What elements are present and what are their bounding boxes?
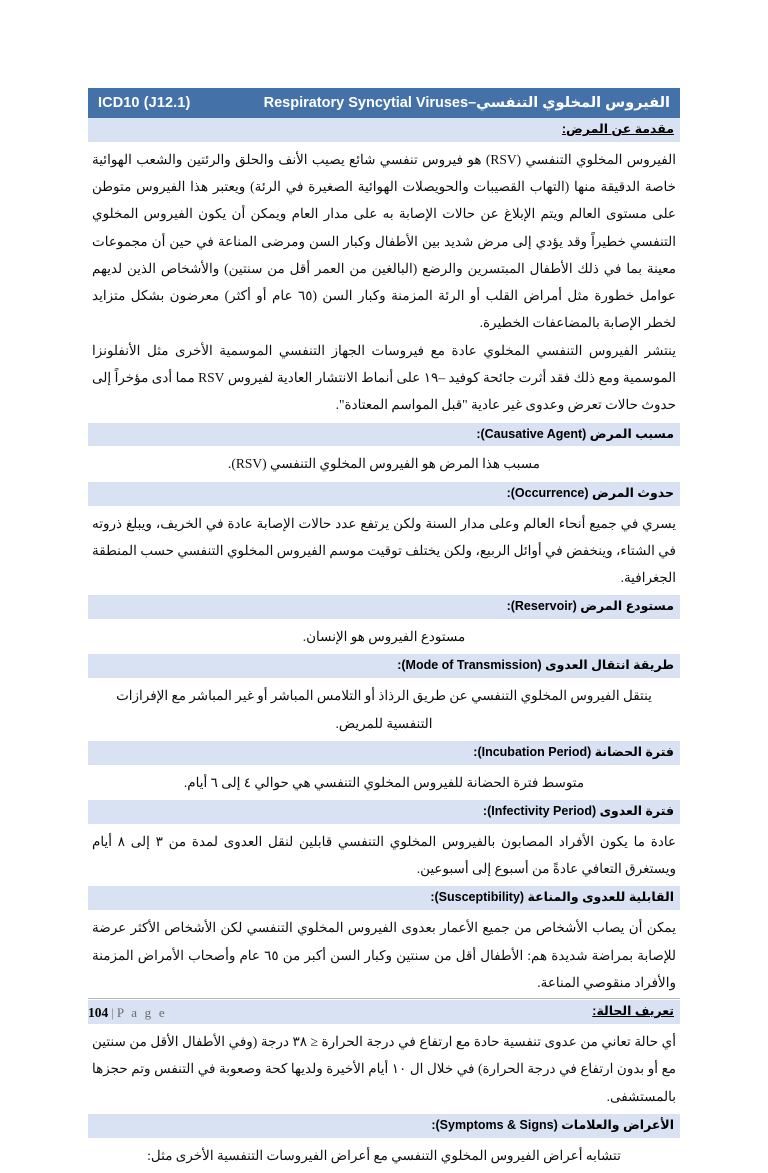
- disease-title-banner: [88, 88, 680, 118]
- section-heading-occurrence: حدوث المرض (Occurrence):: [88, 482, 680, 506]
- paragraph: متوسط فترة الحضانة للفيروس المخلوي التنفسي هي حوالي ٤ إلى ٦ أيام.: [183, 774, 585, 790]
- paragraph: تتشابه أعراض الفيروس المخلوي التنفسي مع أعراض الفيروسات التنفسية الأخرى مثل:: [147, 1147, 621, 1163]
- paragraph: الفيروس المخلوي التنفسي (RSV) هو فيروس تنفسي شائع يصيب الأنف والحلق والرئتين والشعب الهوائية خاصة الدقيقة منها (التهاب القصيبات والحويصلات الهوائية الصغيرة في الرئة) ويعتبر هذا الفيروس متوطن على مستوى العالم ويتم الإبلاغ عن حالات الإصابة به على مدار العام ويمكن أن يكون الفيروس المخلوي التنفسي خطيراً وقد يؤدي إلى مرض شديد بين الأطفال وكبار السن ومرضى المناعة في حين أن مجموعات معينة بما في ذلك الأطفال المبتسرين والرضع (البالغين من العمر أقل من سنتين) والأشخاص الذين لديهم عوامل خطورة مثل أمراض القلب أو الرئة المزمنة وكبار السن (٦٥ عام أو أكثر) معرضون بشكل متزايد لخطر الإصابة بالمضاعفات الخطيرة.: [92, 151, 676, 331]
- paragraph: مستودع الفيروس هو الإنسان.: [302, 629, 466, 645]
- footer-page-label: [88, 1005, 680, 1021]
- paragraph: ينتشر الفيروس التنفسي المخلوي عادة مع فيروسات الجهاز التنفسي الموسمية الأخرى مثل الأنفلونزا الموسمية ومع ذلك فقد أثرت جائحة كوفيد –١٩ على أنماط الانتشار العادية لفيروس RSV مما أدى مؤخراً إلى حدوث حالات تعرض وعدوى غير عادية "قبل المواسم المعتادة".: [92, 342, 676, 413]
- paragraph: مسبب هذا المرض هو الفيروس المخلوي التنفسي (RSV).: [227, 456, 541, 472]
- section-body-occurrence: [88, 506, 680, 596]
- paragraph: أي حالة تعاني من عدوى تنفسية حادة مع ارتفاع في درجة الحرارة ≤ ٣٨ درجة (وفي الأطفال الأقل من سنتين مع أو بدون ارتفاع في درجة الحرارة) في خلال ال ١٠ أيام الأخيرة ولديها كحة وصعوبة في التنفس وتم حجزها بالمستشفى.: [92, 1033, 676, 1104]
- paragraph: عادة ما يكون الأفراد المصابون بالفيروس المخلوي التنفسي قابلين لنقل العدوى لمدة من ٣ إلى ٨ أيام ويستغرق التعافي عادةً من أسبوع إلى أسبوعين.: [92, 833, 676, 877]
- section-body-susceptibility: [88, 910, 680, 1000]
- icd10-code: ICD10 (J12.1): [98, 95, 191, 111]
- section-body-symptoms-and-signs: [88, 1138, 680, 1173]
- section-heading-incubation-period: فترة الحضانة (Incubation Period):: [88, 741, 680, 765]
- paragraph: ينتقل الفيروس المخلوي التنفسي عن طريق الرذاذ أو التلامس المباشر أو غير المباشر مع الإفرازات التنفسية للمريض.: [116, 688, 652, 731]
- section-body-infectivity-period: [88, 824, 680, 887]
- section-heading-causative-agent: مسبب المرض (Causative Agent):: [88, 423, 680, 447]
- section-body-reservoir: [88, 619, 680, 654]
- section-body-incubation-period: [88, 765, 680, 800]
- section-body-mode-of-transmission: [88, 678, 680, 741]
- footer-divider: [88, 998, 680, 999]
- disease-title-text: الفيروس المخلوي التنفسي–Respiratory Syncytial Viruses: [263, 95, 670, 111]
- section-heading-mode-of-transmission: طريقة انتقال العدوى (Mode of Transmission):: [88, 654, 680, 678]
- section-heading-reservoir: مستودع المرض (Reservoir):: [88, 595, 680, 619]
- footer-page-word: P a g e: [116, 1005, 167, 1020]
- section-heading-introduction: مقدمة عن المرض:: [88, 118, 680, 142]
- section-heading-symptoms-and-signs: الأعراض والعلامات (Symptoms & Signs):: [88, 1114, 680, 1138]
- page-footer: [88, 998, 680, 1021]
- section-body-case-definition: [88, 1024, 680, 1114]
- paragraph: يسري في جميع أنحاء العالم وعلى مدار السنة ولكن يرتفع عدد حالات الإصابة عادة في الخريف، ويبلغ ذروته في الشتاء، وينخفض في أوائل الربيع، ولكن يختلف توقيت موسم الفيروس المخلوي التنفسي حسب المنطقة الجغرافية.: [92, 515, 676, 586]
- footer-separator: |: [111, 1005, 114, 1020]
- section-body-introduction: [88, 142, 680, 423]
- section-heading-susceptibility: القابلية للعدوى والمناعة (Susceptibility):: [88, 886, 680, 910]
- footer-page-number: 104: [88, 1005, 109, 1020]
- paragraph: يمكن أن يصاب الأشخاص من جميع الأعمار بعدوى الفيروس المخلوي التنفسي لكن الأشخاص الأكثر عرضة للإصابة بمراضة شديدة هم: الأطفال أقل من سنتين وكبار السن أكبر من ٦٥ عام وأصحاب الأمراض المزمنة والأفراد منقوصي المناعة.: [92, 920, 676, 990]
- section-body-causative-agent: [88, 446, 680, 481]
- section-heading-case-definition: تعريف الحالة:: [88, 1000, 680, 1024]
- section-heading-infectivity-period: فترة العدوى (Infectivity Period):: [88, 800, 680, 824]
